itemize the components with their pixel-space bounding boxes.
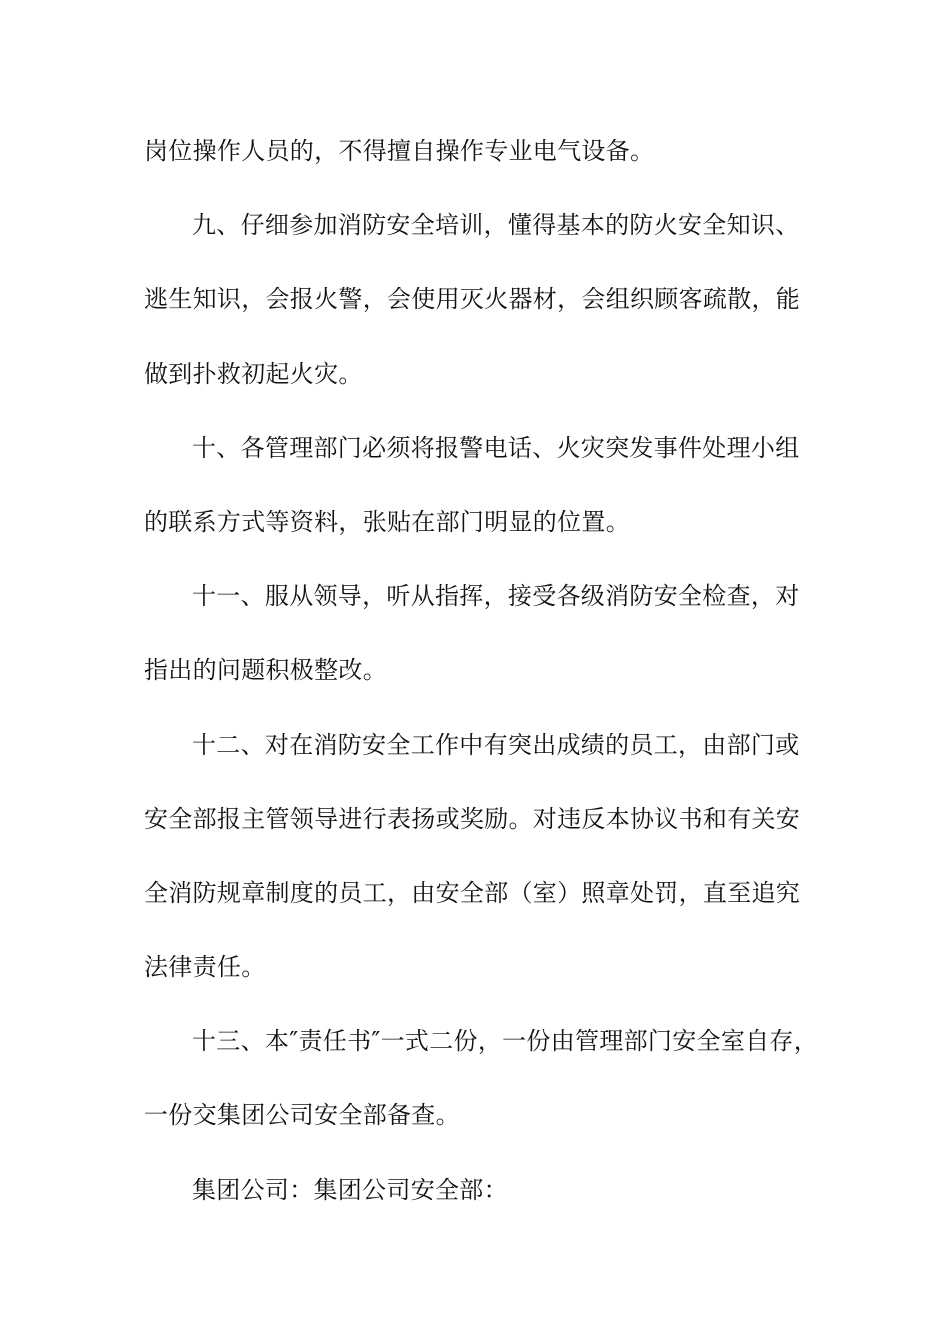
text-line: 做到扑救初起火灾。 bbox=[144, 359, 363, 388]
text-line: 一份交集团公司安全部备查。 bbox=[144, 1101, 460, 1130]
document-body bbox=[144, 114, 819, 1227]
text-line: 的联系方式等资料，张贴在部门明显的位置。 bbox=[144, 507, 630, 536]
paragraph-item-10-line: 十、各管理部门必须将报警电话、火灾突发事件处理小组 bbox=[192, 433, 800, 462]
paragraph-item-12-line: 十二、对在消防安全工作中有突出成绩的员工，由部门或 bbox=[192, 730, 800, 759]
paragraph-item-11-line: 十一、服从领导，听从指挥，接受各级消防安全检查，对 bbox=[192, 582, 800, 611]
text-line: 法律责任。 bbox=[144, 953, 266, 982]
text-line: 岗位操作人员的，不得擅自操作专业电气设备。 bbox=[144, 137, 655, 165]
text-line: 全消防规章制度的员工，由安全部（室）照章处罚，直至追究 bbox=[144, 878, 801, 907]
text-line: 逃生知识，会报火警，会使用灭火器材，会组织顾客疏散，能 bbox=[144, 285, 801, 314]
text-line: 指出的问题积极整改。 bbox=[144, 656, 387, 685]
paragraph-item-13-line: 十三、本″责任书″一式二份，一份由管理部门安全室自存， bbox=[192, 1027, 819, 1056]
signature-line: 集团公司：集团公司安全部： bbox=[192, 1175, 508, 1204]
paragraph-item-9-line: 九、仔细参加消防安全培训，懂得基本的防火安全知识、 bbox=[192, 211, 800, 240]
text-line: 安全部报主管领导进行表扬或奖励。对违反本协议书和有关安 bbox=[144, 804, 801, 833]
